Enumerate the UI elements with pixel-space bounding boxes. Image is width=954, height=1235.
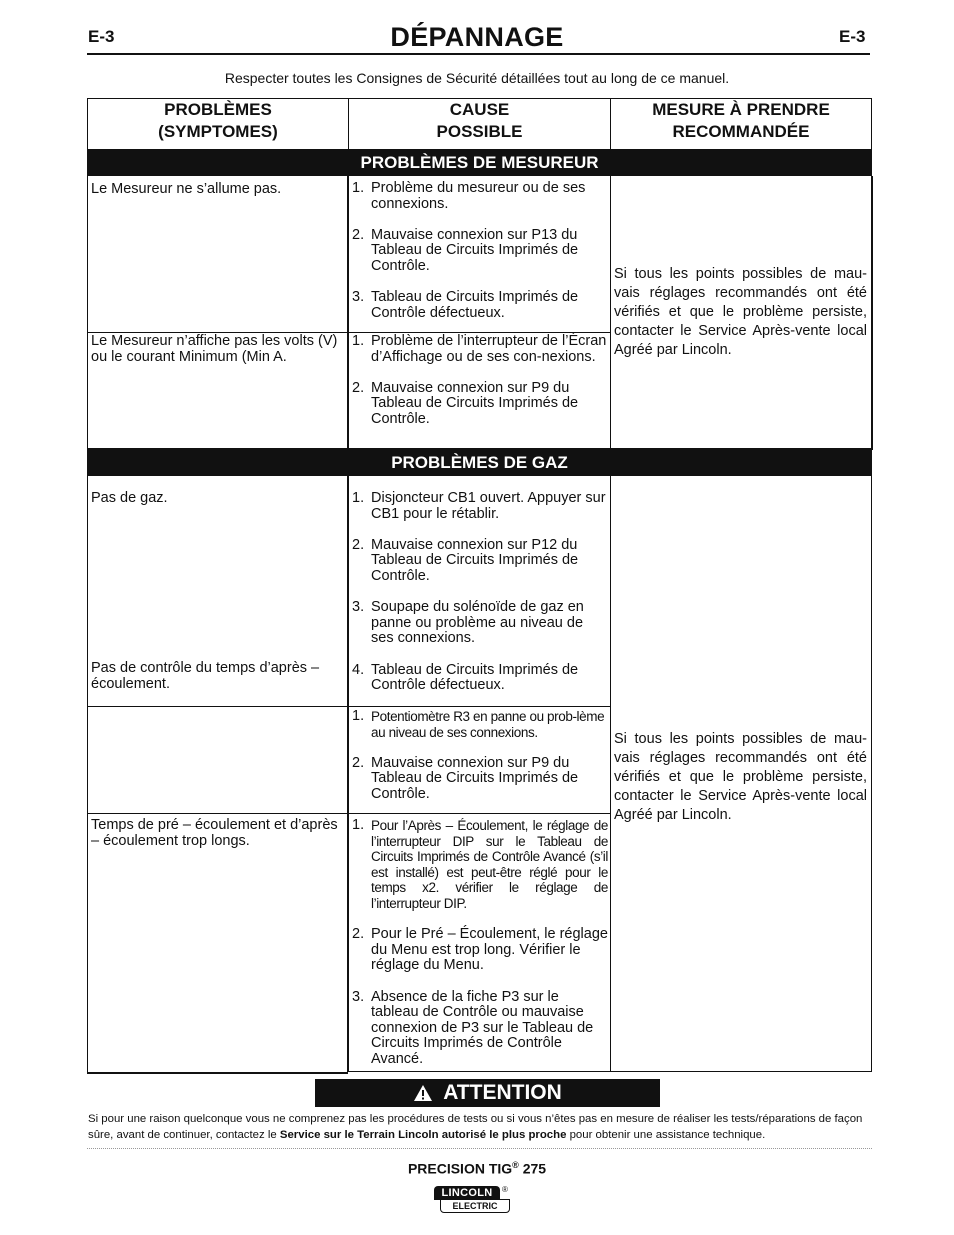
cause-text: Problème de l’interrupteur de l’Écran d’Affichage ou de ses con-nexions. [371, 333, 607, 365]
column-header-problems [87, 98, 349, 150]
cause-number: 3. [352, 289, 365, 306]
footer-divider [87, 1148, 872, 1149]
cause-number: 1. [352, 490, 365, 506]
cause-item [352, 663, 608, 694]
cause-item [352, 334, 608, 365]
footnote [88, 1112, 872, 1143]
cause-text: Mauvaise connexion sur P12 du Tableau de Circuits Imprimés de Contrôle. [371, 536, 579, 584]
cause-cell [347, 176, 611, 333]
footnote-bold: Service sur le Terrain Lincoln autorisé le plus proche [279, 1128, 567, 1141]
cause-item [352, 381, 608, 428]
cause-text: Pour l’Après – Écoulement, le réglage de l’interrupteur DIP sur le Tableau de Circuits Imprimés de Contrôle Avancé (s’il est installé) est peut-être réglé pour le temps x2. vérifier le réglage de l’interrupteur DIP. [371, 818, 608, 911]
action-text: Si tous les points possibles de mau-vais réglages recommandés ont été vérifiés et que le problème persiste, contacter le Service Après-vente local Agréé par Lincoln. [614, 731, 867, 823]
cause-number: 3. [352, 988, 365, 1005]
logo-bottom: ELECTRIC [440, 1199, 510, 1213]
problem-cell [87, 707, 348, 814]
product-label: PRECISION TIG [407, 1160, 513, 1177]
cause-text: Mauvaise connexion sur P13 du Tableau de Circuits Imprimés de Contrôle. [371, 226, 579, 274]
attention-label: ATTENTION [443, 1081, 562, 1104]
problem-text: Pas de gaz. [91, 490, 168, 506]
cause-text: Tableau de Circuits Imprimés de Contrôle défectueux. [371, 661, 579, 694]
lincoln-electric-logo [434, 1186, 512, 1214]
page-title: DÉPANNAGE [390, 22, 564, 52]
cause-text: Soupape du solénoïde de gaz en panne ou problème au niveau de ses connexions. [371, 599, 584, 647]
cause-cell [347, 333, 611, 450]
action-text: Si tous les points possibles de mau-vais réglages recommandés ont été vérifiés et que le problème persiste, contacter le Service Après-vente local Agréé par Lincoln. [614, 265, 867, 358]
cause-number: 2. [352, 226, 365, 243]
cause-number: 1. [352, 180, 365, 196]
problem-cell: Temps de pré – écoulement et d’après – écoulement trop longs. [87, 814, 348, 1074]
problem-cell [87, 476, 348, 707]
section-band-meter: PROBLÈMES DE MESUREUR [87, 150, 872, 176]
column-header-problems-line1: PROBLÈMES [164, 100, 272, 119]
problem-cell: Le Mesureur ne s’allume pas. [87, 176, 348, 333]
logo-registered-mark: ® [502, 1185, 508, 1194]
cause-text: Potentiomètre R3 en panne ou prob-lème au niveau de ses connexions. [371, 709, 605, 740]
cause-item [352, 709, 608, 740]
column-header-cause [348, 98, 611, 150]
cause-text: Tableau de Circuits Imprimés de Contrôle défectueux. [371, 289, 579, 321]
header-rule [87, 53, 870, 55]
footnote-text: Si pour une raison quelconque vous ne comprenez pas les procédures de tests ou si vous n’êtes pas en mesure de réaliser les tests/réparations de façon sûre, avant de continuer, contactez le [88, 1113, 863, 1141]
cause-number: 3. [352, 599, 365, 616]
cause-number: 2. [352, 754, 365, 771]
column-header-action-line1: MESURE À PRENDRE [652, 100, 830, 119]
cause-number: 4. [352, 661, 365, 678]
cause-number: 1. [352, 708, 365, 724]
problem-text: Pas de contrôle du temps d’après – écoulement. [91, 660, 320, 692]
cause-number: 2. [352, 926, 365, 943]
safety-note: Respecter toutes les Consignes de Sécurité détaillées tout au long de ce manuel. [224, 70, 730, 86]
cause-text: Problème du mesureur ou de ses connexions. [371, 180, 586, 212]
cause-number: 2. [352, 536, 365, 553]
footnote-text-end: pour obtenir une assistance technique. [566, 1128, 766, 1141]
cause-cell [347, 814, 611, 1072]
cause-text: Mauvaise connexion sur P9 du Tableau de Circuits Imprimés de Contrôle. [371, 379, 579, 427]
cause-cell [347, 707, 611, 814]
cause-item [352, 491, 608, 522]
cause-item [352, 538, 608, 585]
action-cell [610, 476, 872, 1072]
cause-item [352, 756, 608, 803]
product-model: 275 [518, 1160, 547, 1177]
cause-item [352, 990, 608, 1068]
column-header-problems-line2: (SYMPTOMES) [158, 122, 278, 141]
action-cell [610, 176, 873, 450]
cause-text: Disjoncteur CB1 ouvert. Appuyer sur CB1 pour le rétablir. [371, 490, 606, 522]
cause-number: 1. [352, 333, 365, 349]
cause-text: Mauvaise connexion sur P9 du Tableau de Circuits Imprimés de Contrôle. [371, 754, 579, 802]
column-header-action-line2: RECOMMANDÉE [672, 122, 810, 141]
cause-item [352, 927, 608, 974]
cause-number: 1. [352, 817, 365, 833]
column-header-cause-line1: CAUSE [449, 100, 510, 119]
product-name [0, 1160, 954, 1177]
column-header-cause-line2: POSSIBLE [436, 122, 523, 141]
attention-banner [315, 1079, 660, 1107]
cause-text: Pour le Pré – Écoulement, le réglage du Menu est trop long. Vérifier le réglage du Menu. [371, 926, 608, 974]
column-header-action [610, 98, 872, 150]
logo-top: LINCOLN [434, 1186, 500, 1200]
cause-item [352, 818, 608, 912]
cause-number: 2. [352, 379, 365, 396]
cause-item [352, 290, 608, 321]
cause-item [352, 181, 608, 212]
cause-item [352, 600, 608, 647]
cause-cell [347, 476, 611, 707]
page-code-right: E-3 [839, 27, 866, 46]
cause-item [352, 228, 608, 275]
cause-text: Absence de la fiche P3 sur le tableau de Contrôle ou mauvaise connexion de P3 sur le Tableau de Circuits Imprimés de Contrôle Avancé. [371, 988, 594, 1067]
page-code-left: E-3 [88, 27, 115, 46]
problem-cell: Le Mesureur n’affiche pas les volts (V) ou le courant Minimum (Min A. [87, 333, 348, 450]
warning-triangle-icon [413, 1084, 433, 1102]
section-band-gas: PROBLÈMES DE GAZ [87, 450, 872, 476]
registered-mark: ® [512, 1160, 519, 1170]
